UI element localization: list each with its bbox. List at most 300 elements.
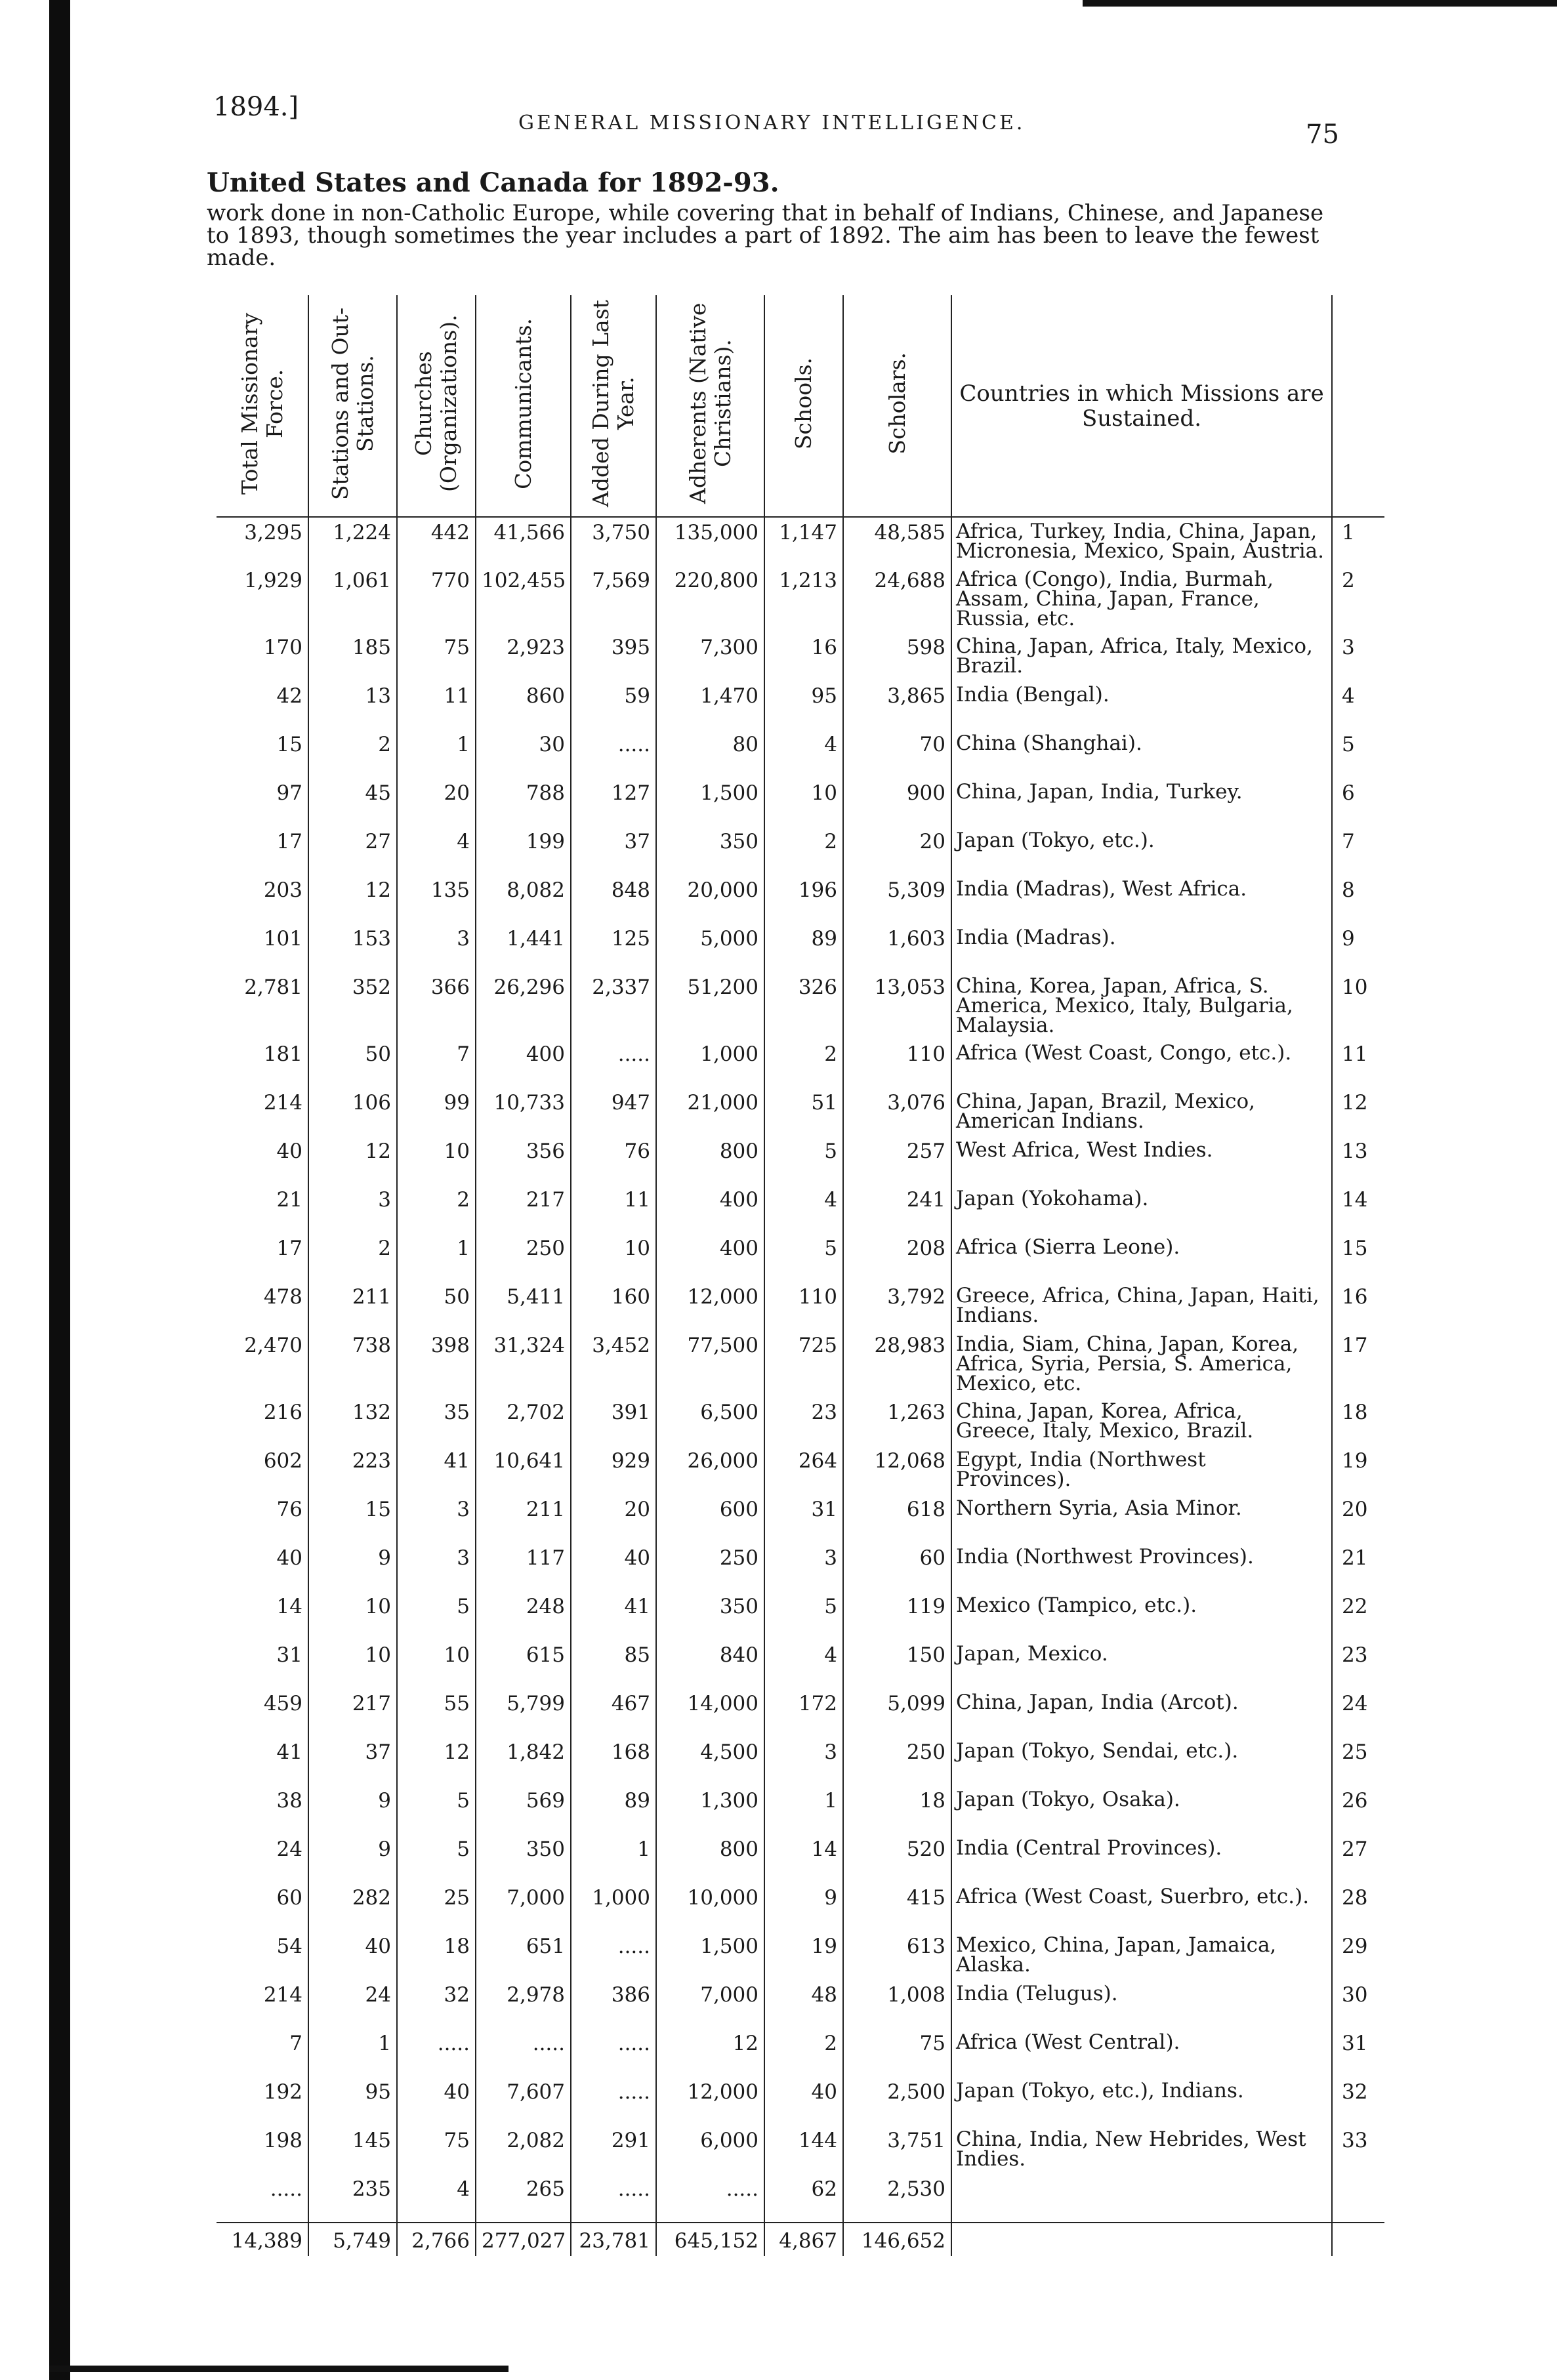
countries-cell: India (Central Provinces). <box>951 1834 1332 1883</box>
added-cell: 395 <box>571 632 656 681</box>
churches-cell: 41 <box>397 1446 476 1494</box>
table-row <box>217 972 1384 1039</box>
communicants-cell: 5,799 <box>476 1689 571 1737</box>
communicants-cell: 860 <box>476 681 571 729</box>
countries-cell: Africa (West Coast, Suerbro, etc.). <box>951 1883 1332 1931</box>
row-number: 23 <box>1342 1643 1368 1667</box>
scholars-cell: 598 <box>843 632 951 681</box>
communicants-cell: 1,441 <box>476 924 571 972</box>
stations-cell: 211 <box>308 1282 397 1330</box>
statistics-table-container <box>217 295 1368 2296</box>
communicants-cell: 1,842 <box>476 1737 571 1786</box>
force-cell: 41 <box>217 1737 308 1786</box>
table-row <box>217 1494 1384 1543</box>
added-cell: 125 <box>571 924 656 972</box>
force-cell: 602 <box>217 1446 308 1494</box>
scholars-cell: 70 <box>843 729 951 778</box>
schools-cell: 1 <box>764 1786 843 1834</box>
adherents-cell: 10,000 <box>656 1883 764 1931</box>
schools-cell: 5 <box>764 1233 843 1282</box>
row-number: 6 <box>1342 781 1355 805</box>
countries-cell: Japan (Yokohama). <box>951 1185 1332 1233</box>
countries-cell: Japan, Mexico. <box>951 1640 1332 1689</box>
total-communicants-cell: 277,027 <box>476 2223 571 2256</box>
force-cell: 170 <box>217 632 308 681</box>
table-row <box>217 827 1384 875</box>
table-row <box>217 1039 1384 1088</box>
added-cell: ..... <box>571 1931 656 1980</box>
added-cell: 3,750 <box>571 517 656 565</box>
countries-cell: Africa (West Central). <box>951 2028 1332 2077</box>
force-cell: 2,470 <box>217 1330 308 1397</box>
row-number: 4 <box>1342 684 1355 708</box>
churches-cell: 398 <box>397 1330 476 1397</box>
row-number: 22 <box>1342 1595 1368 1618</box>
communicants-cell: 26,296 <box>476 972 571 1039</box>
adherents-cell: 800 <box>656 1136 764 1185</box>
schools-cell: 2 <box>764 2028 843 2077</box>
scholars-cell: 250 <box>843 1737 951 1786</box>
schools-cell: 4 <box>764 1640 843 1689</box>
churches-cell: 4 <box>397 2174 476 2223</box>
stations-cell: 185 <box>308 632 397 681</box>
table-row <box>217 2174 1384 2223</box>
schools-cell: 4 <box>764 1185 843 1233</box>
running-head: GENERAL MISSIONARY INTELLIGENCE. <box>518 112 1026 134</box>
countries-cell: Japan (Tokyo, Sendai, etc.). <box>951 1737 1332 1786</box>
adherents-cell: 6,500 <box>656 1397 764 1446</box>
scholars-cell: 2,530 <box>843 2174 951 2223</box>
churches-cell: 50 <box>397 1282 476 1330</box>
communicants-cell: 651 <box>476 1931 571 1980</box>
countries-cell: China (Shanghai). <box>951 729 1332 778</box>
added-cell: 76 <box>571 1136 656 1185</box>
adherents-cell: 350 <box>656 827 764 875</box>
row-number: 20 <box>1342 1498 1368 1521</box>
stations-cell: 1,061 <box>308 565 397 632</box>
force-cell: 15 <box>217 729 308 778</box>
schools-cell: 725 <box>764 1330 843 1397</box>
schools-cell: 19 <box>764 1931 843 1980</box>
table-row <box>217 1397 1384 1446</box>
countries-cell: India (Northwest Provinces). <box>951 1543 1332 1591</box>
countries-cell: Japan (Tokyo, Osaka). <box>951 1786 1332 1834</box>
communicants-cell: 5,411 <box>476 1282 571 1330</box>
row-number: 17 <box>1342 1334 1368 1357</box>
countries-cell: Africa (Sierra Leone). <box>951 1233 1332 1282</box>
row-number: 27 <box>1342 1837 1368 1861</box>
churches-cell: 2 <box>397 1185 476 1233</box>
scholars-cell: 24,688 <box>843 565 951 632</box>
force-cell: 42 <box>217 681 308 729</box>
added-cell: 10 <box>571 1233 656 1282</box>
added-cell: 391 <box>571 1397 656 1446</box>
communicants-cell: 10,641 <box>476 1446 571 1494</box>
adherents-cell: 21,000 <box>656 1088 764 1136</box>
col-header-row-number <box>1332 295 1384 517</box>
intro-line-3: made. <box>207 245 276 271</box>
countries-cell: India (Bengal). <box>951 681 1332 729</box>
force-cell: 31 <box>217 1640 308 1689</box>
adherents-cell: 4,500 <box>656 1737 764 1786</box>
churches-cell: 20 <box>397 778 476 827</box>
col-header-stations: Stations and Out-Stations. <box>308 295 397 517</box>
force-cell: 7 <box>217 2028 308 2077</box>
churches-cell: 5 <box>397 1591 476 1640</box>
schools-cell: 5 <box>764 1136 843 1185</box>
stations-cell: 9 <box>308 1786 397 1834</box>
added-cell: 3,452 <box>571 1330 656 1397</box>
adherents-cell: 6,000 <box>656 2125 764 2174</box>
schools-cell: 62 <box>764 2174 843 2223</box>
adherents-cell: 26,000 <box>656 1446 764 1494</box>
churches-cell: 3 <box>397 1494 476 1543</box>
added-cell: 59 <box>571 681 656 729</box>
scholars-cell: 119 <box>843 1591 951 1640</box>
row-number: 30 <box>1342 1983 1368 2007</box>
communicants-cell: 356 <box>476 1136 571 1185</box>
col-header-communicants: Communicants. <box>476 295 571 517</box>
schools-cell: 51 <box>764 1088 843 1136</box>
churches-cell: 99 <box>397 1088 476 1136</box>
churches-cell: 75 <box>397 632 476 681</box>
table-row <box>217 1980 1384 2028</box>
communicants-cell: 8,082 <box>476 875 571 924</box>
row-number: 5 <box>1342 733 1355 756</box>
adherents-cell: 400 <box>656 1233 764 1282</box>
force-cell: 60 <box>217 1883 308 1931</box>
added-cell: 386 <box>571 1980 656 2028</box>
intro-line-2: to 1893, though sometimes the year includes a part of 1892. The aim has been to leave the fewest <box>207 222 1319 249</box>
force-cell: 478 <box>217 1282 308 1330</box>
row-number: 2 <box>1342 569 1355 592</box>
stations-cell: 738 <box>308 1330 397 1397</box>
table-row <box>217 729 1384 778</box>
page-number: 75 <box>1306 119 1339 150</box>
table-body <box>217 517 1384 2256</box>
adherents-cell: 220,800 <box>656 565 764 632</box>
churches-cell: 366 <box>397 972 476 1039</box>
communicants-cell: 2,082 <box>476 2125 571 2174</box>
left-page-edge-shadow <box>49 0 70 2380</box>
countries-cell: Mexico (Tampico, etc.). <box>951 1591 1332 1640</box>
communicants-cell: 102,455 <box>476 565 571 632</box>
force-cell: 216 <box>217 1397 308 1446</box>
force-cell: 1,929 <box>217 565 308 632</box>
stations-cell: 223 <box>308 1446 397 1494</box>
col-header-total-force: Total Missionary Force. <box>217 295 308 517</box>
countries-cell: India (Telugus). <box>951 1980 1332 2028</box>
stations-cell: 282 <box>308 1883 397 1931</box>
table-row <box>217 1185 1384 1233</box>
stations-cell: 95 <box>308 2077 397 2125</box>
schools-cell: 1,147 <box>764 517 843 565</box>
adherents-cell: 12,000 <box>656 2077 764 2125</box>
totals-row <box>217 2223 1384 2256</box>
added-cell: 168 <box>571 1737 656 1786</box>
countries-cell: Japan (Tokyo, etc.), Indians. <box>951 2077 1332 2125</box>
stations-cell: 12 <box>308 875 397 924</box>
stations-cell: 106 <box>308 1088 397 1136</box>
force-cell: 459 <box>217 1689 308 1737</box>
scholars-cell: 110 <box>843 1039 951 1088</box>
bottom-edge-shadow <box>49 2366 509 2372</box>
scholars-cell: 75 <box>843 2028 951 2077</box>
countries-cell: China, Japan, India, Turkey. <box>951 778 1332 827</box>
table-row <box>217 1446 1384 1494</box>
churches-cell: 40 <box>397 2077 476 2125</box>
row-number: 28 <box>1342 1886 1368 1910</box>
col-header-schools: Schools. <box>764 295 843 517</box>
adherents-cell: 12 <box>656 2028 764 2077</box>
churches-cell: 11 <box>397 681 476 729</box>
stations-cell: 45 <box>308 778 397 827</box>
force-cell: 97 <box>217 778 308 827</box>
scholars-cell: 208 <box>843 1233 951 1282</box>
countries-cell: Africa, Turkey, India, China, Japan, Micronesia, Mexico, Spain, Austria. <box>951 517 1332 565</box>
added-cell: ..... <box>571 2077 656 2125</box>
churches-cell: 10 <box>397 1136 476 1185</box>
force-cell: 14 <box>217 1591 308 1640</box>
schools-cell: 2 <box>764 827 843 875</box>
stations-cell: 10 <box>308 1640 397 1689</box>
countries-cell: Africa (West Coast, Congo, etc.). <box>951 1039 1332 1088</box>
scholars-cell: 28,983 <box>843 1330 951 1397</box>
communicants-cell: 788 <box>476 778 571 827</box>
stations-cell: 132 <box>308 1397 397 1446</box>
table-row <box>217 1689 1384 1737</box>
row-number: 31 <box>1342 2032 1368 2055</box>
stations-cell: 1 <box>308 2028 397 2077</box>
churches-cell: 12 <box>397 1737 476 1786</box>
force-cell: 214 <box>217 1980 308 2028</box>
churches-cell: 32 <box>397 1980 476 2028</box>
added-cell: ..... <box>571 2028 656 2077</box>
adherents-cell: 7,000 <box>656 1980 764 2028</box>
force-cell: ..... <box>217 2174 308 2223</box>
added-cell: 85 <box>571 1640 656 1689</box>
schools-cell: 110 <box>764 1282 843 1330</box>
adherents-cell: 5,000 <box>656 924 764 972</box>
row-number: 19 <box>1342 1449 1368 1473</box>
page-header-left: 1894.] <box>213 92 299 122</box>
row-number: 8 <box>1342 878 1355 902</box>
added-cell: 20 <box>571 1494 656 1543</box>
table-row <box>217 924 1384 972</box>
countries-cell: India (Madras), West Africa. <box>951 875 1332 924</box>
communicants-cell: 7,000 <box>476 1883 571 1931</box>
adherents-cell: 12,000 <box>656 1282 764 1330</box>
churches-cell: 3 <box>397 1543 476 1591</box>
row-number: 16 <box>1342 1285 1368 1309</box>
stations-cell: 1,224 <box>308 517 397 565</box>
added-cell: 291 <box>571 2125 656 2174</box>
communicants-cell: 615 <box>476 1640 571 1689</box>
churches-cell: 5 <box>397 1786 476 1834</box>
communicants-cell: 250 <box>476 1233 571 1282</box>
schools-cell: 31 <box>764 1494 843 1543</box>
stations-cell: 235 <box>308 2174 397 2223</box>
row-number: 25 <box>1342 1740 1368 1764</box>
row-number: 12 <box>1342 1091 1368 1115</box>
force-cell: 24 <box>217 1834 308 1883</box>
countries-cell: China, Japan, India (Arcot). <box>951 1689 1332 1737</box>
communicants-cell: 41,566 <box>476 517 571 565</box>
scholars-cell: 3,865 <box>843 681 951 729</box>
countries-cell: India, Siam, China, Japan, Korea, Africa, Syria, Persia, S. America, Mexico, etc. <box>951 1330 1332 1397</box>
communicants-cell: 265 <box>476 2174 571 2223</box>
added-cell: 1,000 <box>571 1883 656 1931</box>
col-header-countries: Countries in which Missions are Sustained. <box>951 295 1332 517</box>
countries-cell: China, India, New Hebrides, West Indies. <box>951 2125 1332 2174</box>
communicants-cell: 2,923 <box>476 632 571 681</box>
row-number: 21 <box>1342 1546 1368 1570</box>
table-row <box>217 632 1384 681</box>
adherents-cell: 1,000 <box>656 1039 764 1088</box>
total-added-cell: 23,781 <box>571 2223 656 2256</box>
schools-cell: 3 <box>764 1543 843 1591</box>
table-row <box>217 681 1384 729</box>
countries-cell: India (Madras). <box>951 924 1332 972</box>
adherents-cell: 51,200 <box>656 972 764 1039</box>
churches-cell: 135 <box>397 875 476 924</box>
stations-cell: 27 <box>308 827 397 875</box>
force-cell: 181 <box>217 1039 308 1088</box>
table-row <box>217 565 1384 632</box>
scholars-cell: 3,751 <box>843 2125 951 2174</box>
total-churches-cell: 2,766 <box>397 2223 476 2256</box>
top-edge-shadow <box>1083 0 1557 7</box>
total-stations-cell: 5,749 <box>308 2223 397 2256</box>
scholars-cell: 13,053 <box>843 972 951 1039</box>
adherents-cell: 1,500 <box>656 1931 764 1980</box>
force-cell: 54 <box>217 1931 308 1980</box>
table-row <box>217 1543 1384 1591</box>
adherents-cell: 600 <box>656 1494 764 1543</box>
table-row <box>217 1088 1384 1136</box>
communicants-cell: 2,978 <box>476 1980 571 2028</box>
schools-cell: 144 <box>764 2125 843 2174</box>
adherents-cell: 14,000 <box>656 1689 764 1737</box>
table-row <box>217 1834 1384 1883</box>
row-number: 9 <box>1342 927 1355 951</box>
communicants-cell: 350 <box>476 1834 571 1883</box>
communicants-cell: 217 <box>476 1185 571 1233</box>
scholars-cell: 520 <box>843 1834 951 1883</box>
row-number <box>1332 2174 1384 2223</box>
col-header-adherents: Adherents (Native Christians). <box>656 295 764 517</box>
churches-cell: 35 <box>397 1397 476 1446</box>
adherents-cell: 80 <box>656 729 764 778</box>
added-cell: 40 <box>571 1543 656 1591</box>
row-number: 24 <box>1342 1692 1368 1715</box>
row-number: 1 <box>1342 521 1355 544</box>
scholars-cell: 3,076 <box>843 1088 951 1136</box>
schools-cell: 1,213 <box>764 565 843 632</box>
communicants-cell: 199 <box>476 827 571 875</box>
stations-cell: 40 <box>308 1931 397 1980</box>
schools-cell: 16 <box>764 632 843 681</box>
churches-cell: 25 <box>397 1883 476 1931</box>
scholars-cell: 5,099 <box>843 1689 951 1737</box>
churches-cell: 55 <box>397 1689 476 1737</box>
added-cell: 11 <box>571 1185 656 1233</box>
table-row <box>217 1591 1384 1640</box>
schools-cell: 10 <box>764 778 843 827</box>
table-row <box>217 2028 1384 2077</box>
force-cell: 21 <box>217 1185 308 1233</box>
stations-cell: 24 <box>308 1980 397 2028</box>
added-cell: ..... <box>571 729 656 778</box>
col-header-churches: Churches (Organizations). <box>397 295 476 517</box>
row-number: 7 <box>1342 830 1355 853</box>
total-schools-cell: 4,867 <box>764 2223 843 2256</box>
force-cell: 192 <box>217 2077 308 2125</box>
intro-text <box>207 202 1394 269</box>
scholars-cell: 415 <box>843 1883 951 1931</box>
totals-empty-cell <box>951 2223 1332 2256</box>
stations-cell: 145 <box>308 2125 397 2174</box>
countries-cell: China, Japan, Korea, Africa, Greece, Italy, Mexico, Brazil. <box>951 1397 1332 1446</box>
stations-cell: 153 <box>308 924 397 972</box>
schools-cell: 89 <box>764 924 843 972</box>
row-number: 3 <box>1342 636 1355 659</box>
countries-cell: Mexico, China, Japan, Jamaica, Alaska. <box>951 1931 1332 1980</box>
total-force-cell: 14,389 <box>217 2223 308 2256</box>
churches-cell: 3 <box>397 924 476 972</box>
row-number: 11 <box>1342 1042 1368 1066</box>
stations-cell: 15 <box>308 1494 397 1543</box>
churches-cell: 18 <box>397 1931 476 1980</box>
churches-cell: 770 <box>397 565 476 632</box>
adherents-cell: ..... <box>656 2174 764 2223</box>
adherents-cell: 1,470 <box>656 681 764 729</box>
force-cell: 40 <box>217 1543 308 1591</box>
table-row <box>217 778 1384 827</box>
schools-cell: 95 <box>764 681 843 729</box>
force-cell: 76 <box>217 1494 308 1543</box>
schools-cell: 264 <box>764 1446 843 1494</box>
table-row <box>217 1282 1384 1330</box>
adherents-cell: 350 <box>656 1591 764 1640</box>
table-row <box>217 1786 1384 1834</box>
schools-cell: 5 <box>764 1591 843 1640</box>
stations-cell: 217 <box>308 1689 397 1737</box>
row-number: 33 <box>1342 2129 1368 2152</box>
added-cell: 7,569 <box>571 565 656 632</box>
scholars-cell: 5,309 <box>843 875 951 924</box>
table-row <box>217 1883 1384 1931</box>
table-row <box>217 517 1384 565</box>
scholars-cell: 60 <box>843 1543 951 1591</box>
added-cell: 929 <box>571 1446 656 1494</box>
force-cell: 40 <box>217 1136 308 1185</box>
stations-cell: 50 <box>308 1039 397 1088</box>
table-row <box>217 875 1384 924</box>
table-row <box>217 1737 1384 1786</box>
force-cell: 198 <box>217 2125 308 2174</box>
countries-cell: China, Japan, Brazil, Mexico, American Indians. <box>951 1088 1332 1136</box>
stations-cell: 3 <box>308 1185 397 1233</box>
stations-cell: 12 <box>308 1136 397 1185</box>
col-header-scholars: Scholars. <box>843 295 951 517</box>
table-row <box>217 2077 1384 2125</box>
communicants-cell: 2,702 <box>476 1397 571 1446</box>
added-cell: ..... <box>571 2174 656 2223</box>
countries-cell: Japan (Tokyo, etc.). <box>951 827 1332 875</box>
row-number: 10 <box>1342 975 1368 999</box>
added-cell: 848 <box>571 875 656 924</box>
